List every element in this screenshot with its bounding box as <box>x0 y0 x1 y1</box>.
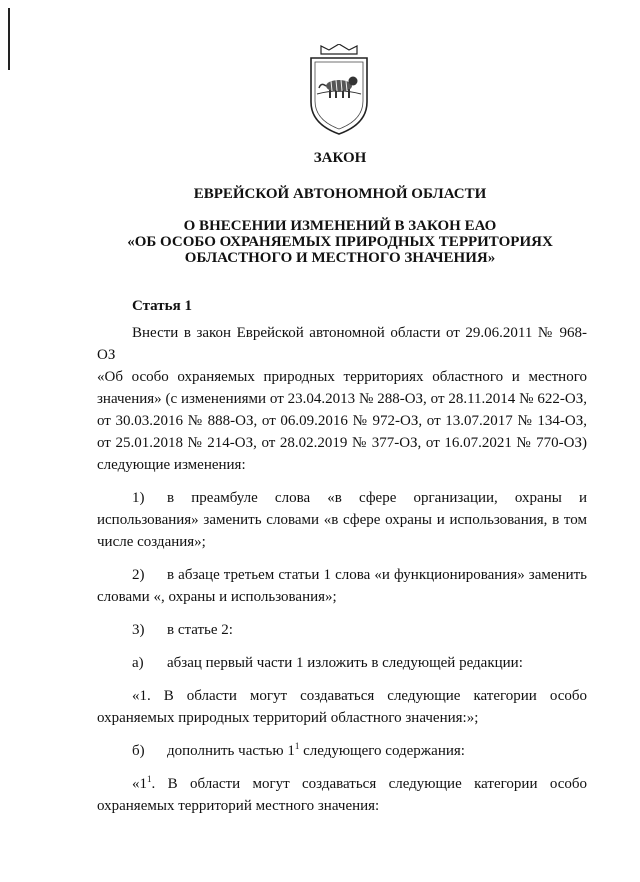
document-type: ЗАКОН <box>313 150 367 166</box>
article-body <box>97 322 587 817</box>
quote-line: «1. В области могут создаваться следующие категории особо <box>132 688 587 704</box>
law-subject-title <box>60 218 620 266</box>
subject-line: ОБЛАСТНОГО И МЕСТНОГО ЗНАЧЕНИЯ» <box>184 250 496 266</box>
item-text: словами «, охраны и использования»; <box>97 589 337 605</box>
item-text: числе создания»; <box>97 534 206 550</box>
quote-line: охраняемых территорий местного значения: <box>97 798 380 814</box>
item-text-part: дополнить частью 1 <box>167 743 295 759</box>
intro-line: Внести в закон Еврейской автономной области от 29.06.2011 № 968-ОЗ <box>97 325 587 363</box>
item-1 <box>97 487 587 509</box>
item-2 <box>97 564 587 586</box>
intro-line: значения» (с изменениями от 23.04.2013 № 288-ОЗ, от 28.11.2014 № 622-ОЗ, <box>97 391 587 407</box>
subitem-b <box>97 740 587 762</box>
coat-of-arms-emblem <box>303 44 375 136</box>
item-number: б) <box>132 743 145 759</box>
article-heading: Статья 1 <box>132 298 192 314</box>
intro-line: «Об особо охраняемых природных территориях областного и местного <box>97 369 587 385</box>
intro-line: следующие изменения: <box>97 457 246 473</box>
intro-line: от 25.01.2018 № 214-ОЗ, от 28.02.2019 № 377-ОЗ, от 16.07.2021 № 770-ОЗ) <box>97 435 587 451</box>
quote-line: охраняемых природных территорий областного значения:»; <box>97 710 479 726</box>
subject-line: О ВНЕСЕНИИ ИЗМЕНЕНИЙ В ЗАКОН ЕАО <box>183 218 497 234</box>
quote-text-part: . В области могут создаваться следующие категории особо <box>151 776 587 792</box>
item-text: абзац первый части 1 изложить в следующей редакции: <box>167 655 523 671</box>
superscript: 1 <box>294 741 300 751</box>
item-number: а) <box>132 655 144 671</box>
item-number: 3) <box>132 622 145 638</box>
quote-text-part: «1 <box>132 776 147 792</box>
item-text <box>167 740 465 762</box>
item-text: в абзаце третьем статьи 1 слова «и функционирования» заменить <box>167 567 587 583</box>
item-3 <box>97 619 587 641</box>
issuing-region: ЕВРЕЙСКОЙ АВТОНОМНОЙ ОБЛАСТИ <box>193 186 487 202</box>
quote-line <box>97 773 587 795</box>
superscript: 1 <box>147 774 152 784</box>
item-text: использования» заменить словами «в сфере охраны и использования, в том <box>97 512 587 528</box>
item-text-part: следующего содержания: <box>299 743 465 759</box>
margin-mark <box>8 8 10 70</box>
item-number: 1) <box>132 490 145 506</box>
item-text: в статье 2: <box>167 622 233 638</box>
intro-line: от 30.03.2016 № 888-ОЗ, от 06.09.2016 № 972-ОЗ, от 13.07.2017 № 134-ОЗ, <box>97 413 587 429</box>
item-number: 2) <box>132 567 145 583</box>
item-text: в преамбуле слова «в сфере организации, охраны и <box>167 490 587 506</box>
subitem-a <box>97 652 587 674</box>
subject-line: «ОБ ОСОБО ОХРАНЯЕМЫХ ПРИРОДНЫХ ТЕРРИТОРИЯХ <box>127 234 553 250</box>
